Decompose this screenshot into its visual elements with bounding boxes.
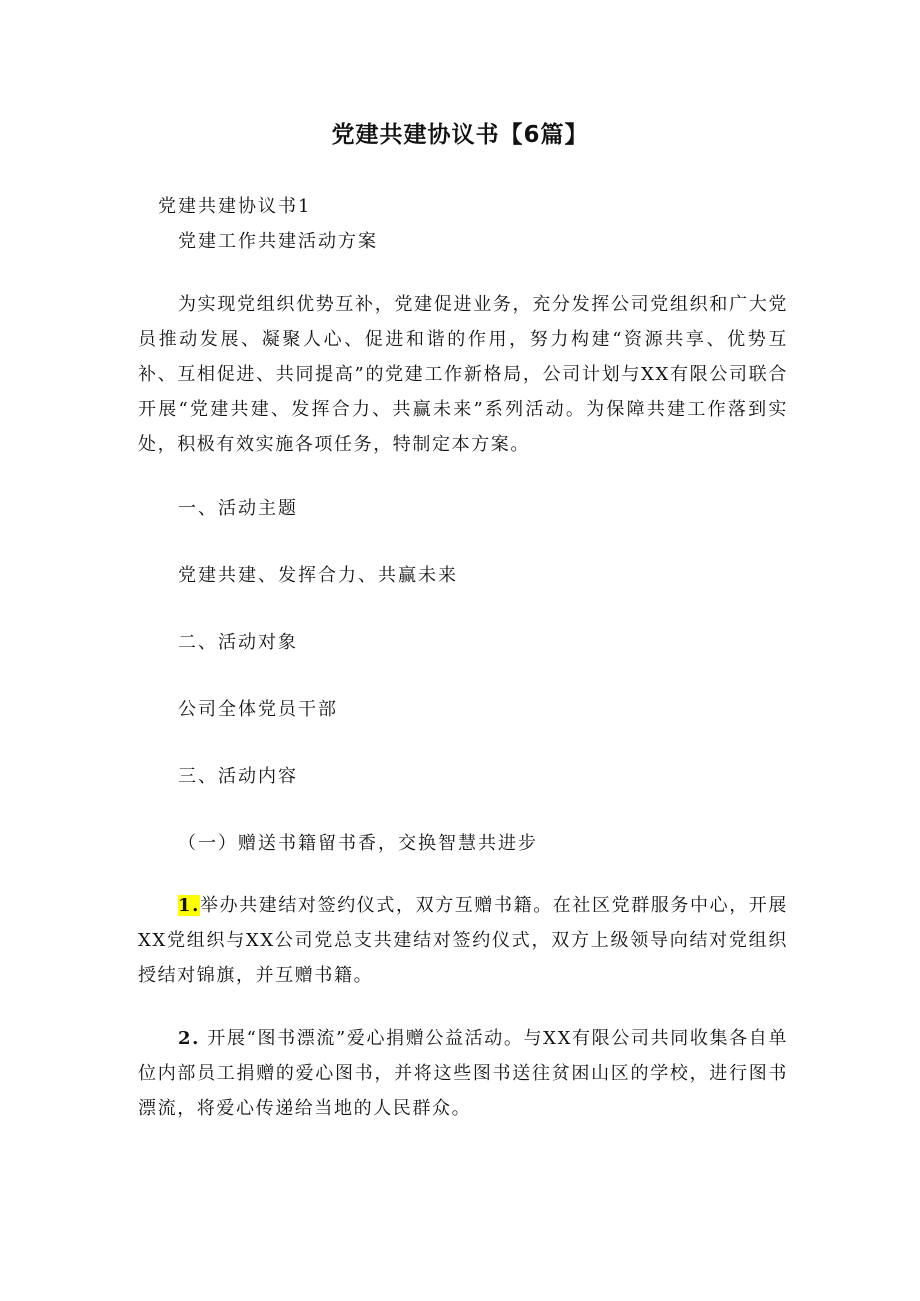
heading-activity-content: 三、活动内容 bbox=[178, 766, 298, 787]
heading-activity-target: 二、活动对象 bbox=[178, 632, 298, 653]
sub-heading-books: （一）赠送书籍留书香，交换智慧共进步 bbox=[178, 833, 538, 854]
document-title: 党建共建协议书【6篇】 bbox=[331, 122, 589, 148]
item-2-text: 开展“图书漂流”爱心捐赠公益活动。与XX有限公司共同收集各自单位内部员工捐赠的爱心图书，并将这些图书送往贫困山区的学校，进行图书漂流，将爱心传递给当地的人民群众。 bbox=[138, 1028, 788, 1119]
item-1-text: 举办共建结对签约仪式，双方互赠书籍。在社区党群服务中心，开展XX党组织与XX公司党总支共建结对签约仪式，双方上级领导向结对党组织授结对锦旗，并互赠书籍。 bbox=[138, 895, 788, 986]
activity-theme-text: 党建共建、发挥合力、共赢未来 bbox=[178, 565, 458, 586]
intro-paragraph: 为实现党组织优势互补，党建促进业务，充分发挥公司党组织和广大党员推动发展、凝聚人心、促进和谐的作用，努力构建“资源共享、优势互补、互相促进、共同提高”的党建工作新格局，公司计划与XX有限公司联合开展“党建共建、发挥合力、共赢未来”系列活动。为保障共建工作落到实处，积极有效实施各项任务，特制定本方案。 bbox=[138, 294, 788, 455]
heading-activity-theme: 一、活动主题 bbox=[178, 498, 298, 519]
item-2-number: 2. bbox=[178, 1028, 200, 1049]
item-1-number: 1. bbox=[178, 895, 200, 916]
activity-target-text: 公司全体党员干部 bbox=[178, 699, 338, 720]
item-2-paragraph bbox=[138, 1021, 788, 1126]
item-1-paragraph bbox=[138, 888, 788, 993]
document-subtitle: 党建工作共建活动方案 bbox=[178, 231, 378, 252]
section-heading: 党建共建协议书1 bbox=[158, 196, 312, 217]
